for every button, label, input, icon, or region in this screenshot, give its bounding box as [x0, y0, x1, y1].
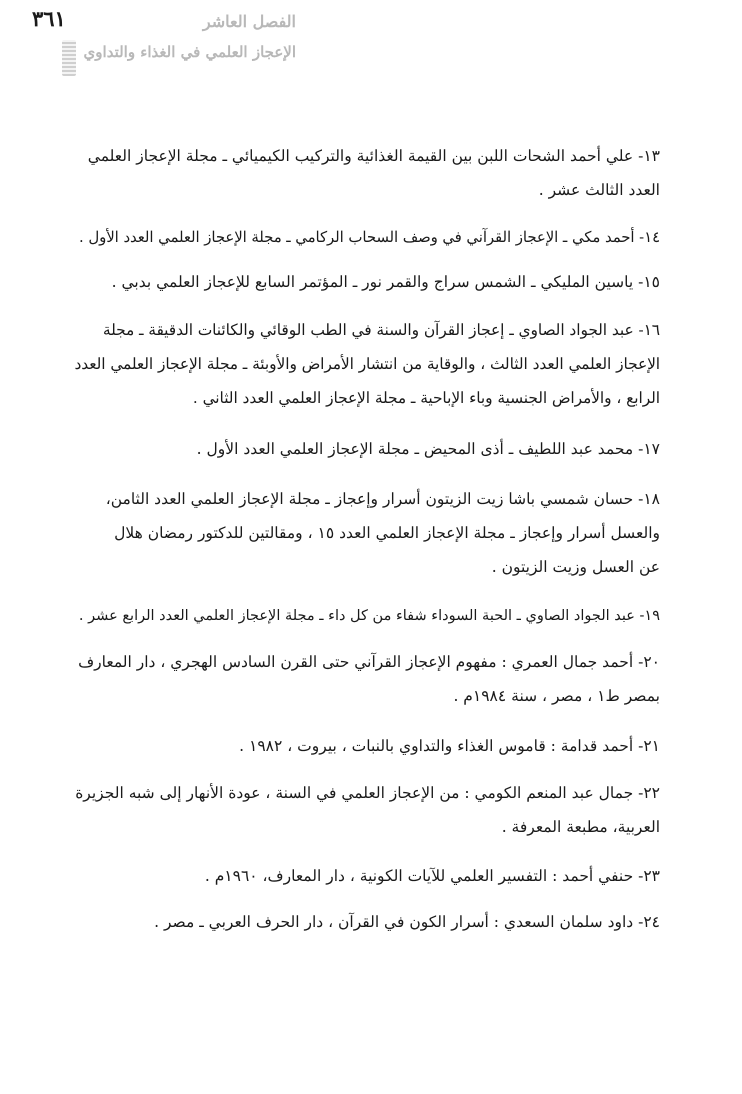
reference-line: ٢٢- جمال عبد المنعم الكومي : من الإعجاز العلمي في السنة ، عودة الأنهار إلى شبه الجزيرة	[75, 784, 660, 802]
reference-line: ١٦- عبد الجواد الصاوي ـ إعجاز القرآن والسنة في الطب الوقائي والكائنات الدقيقة ـ مجلة	[102, 321, 660, 339]
reference-item-20	[78, 645, 660, 713]
running-header	[80, 10, 296, 64]
reference-line: ١٩- عبد الجواد الصاوي ـ الحبة السوداء شفاء من كل داء ـ مجلة الإعجاز العلمي العدد الرابع عشر .	[78, 608, 660, 624]
reference-item-21	[239, 729, 660, 763]
reference-line: ١٥- ياسين المليكي ـ الشمس سراج والقمر نور ـ المؤتمر السابع للإعجاز العلمي بدبي .	[111, 273, 660, 291]
reference-line: عن العسل وزيت الزيتون .	[491, 558, 660, 576]
reference-line: بمصر ط١ ، مصر ، سنة ١٩٨٤م .	[453, 687, 660, 705]
reference-line: الإعجاز العلمي العدد الثالث ، والوقاية من انتشار الأمراض والأوبئة ـ مجلة الإعجاز العلمي العدد	[74, 355, 660, 373]
reference-item-16	[74, 313, 660, 415]
reference-item-15	[112, 265, 660, 299]
chapter-title: الفصل العاشر	[202, 12, 296, 31]
reference-item-17	[197, 432, 660, 466]
reference-line: الرابع ، والأمراض الجنسية وباء الإباحية ـ مجلة الإعجاز العلمي العدد الثاني .	[192, 389, 660, 407]
reference-line: ١٣- علي أحمد الشحات اللبن بين القيمة الغذائية والتركيب الكيميائي ـ مجلة الإعجاز العلمي	[87, 147, 660, 165]
reference-line: العدد الثالث عشر .	[538, 181, 660, 199]
reference-line: ١٤- أحمد مكي ـ الإعجاز القرآني في وصف السحاب الركامي ـ مجلة الإعجاز العلمي العدد الأول .	[79, 229, 660, 246]
reference-item-23	[205, 859, 660, 893]
reference-item-13	[88, 139, 660, 207]
reference-item-22	[75, 776, 660, 844]
reference-line: ١٨- حسان شمسي باشا زيت الزيتون أسرار وإعجاز ـ مجلة الإعجاز العلمي العدد الثامن،	[105, 490, 660, 508]
reference-line: ٢١- أحمد قدامة : قاموس الغذاء والتداوي بالنبات ، بيروت ، ١٩٨٢ .	[239, 737, 660, 755]
reference-line: العربية، مطبعة المعرفة .	[501, 818, 660, 836]
reference-line: والعسل أسرار وإعجاز ـ مجلة الإعجاز العلمي العدد ١٥ ، ومقالتين للدكتور رمضان هلال	[114, 524, 660, 542]
reference-item-18	[106, 482, 660, 584]
reference-item-19	[79, 599, 660, 633]
reference-item-14	[79, 221, 660, 255]
reference-line: ١٧- محمد عبد اللطيف ـ أذى المحيض ـ مجلة الإعجاز العلمي العدد الأول .	[196, 440, 660, 458]
page-number: ٣٦١	[32, 6, 66, 31]
header-ornament	[62, 40, 76, 76]
reference-item-24	[154, 905, 660, 939]
reference-line: ٢٠- أحمد جمال العمري : مفهوم الإعجاز القرآني حتى القرن السادس الهجري ، دار المعارف	[78, 653, 660, 671]
chapter-subtitle: الإعجاز العلمي في الغذاء والتداوي	[83, 43, 296, 61]
reference-line: ٢٣- حنفي أحمد : التفسير العلمي للآيات الكونية ، دار المعارف، ١٩٦٠م .	[204, 867, 660, 885]
reference-line: ٢٤- داود سلمان السعدي : أسرار الكون في القرآن ، دار الحرف العربي ـ مصر .	[154, 913, 660, 931]
